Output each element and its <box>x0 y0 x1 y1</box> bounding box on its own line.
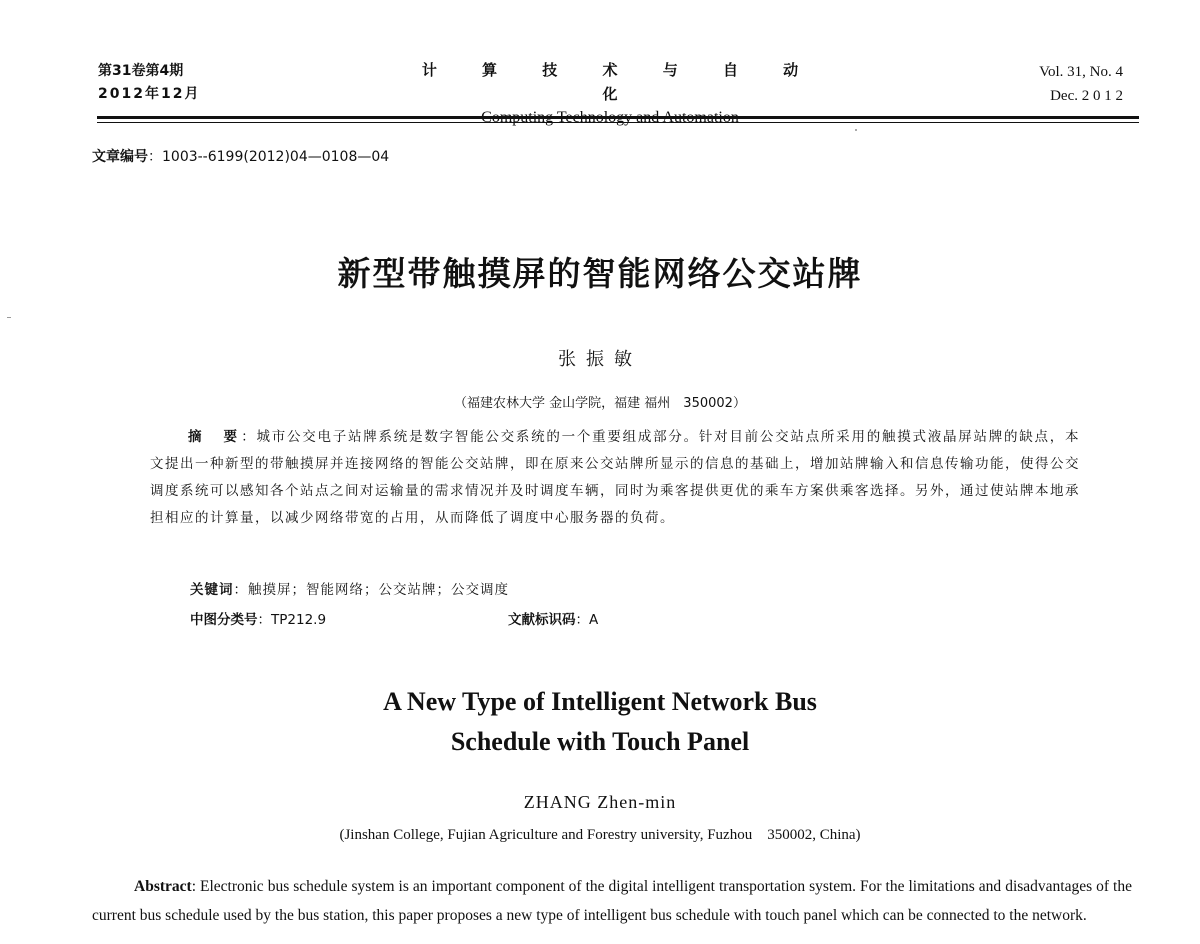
clc-value: ：TP212.9 <box>257 612 327 628</box>
affiliation-cn: （福建农林大学 金山学院，福建 福州 350002） <box>454 396 746 411</box>
scan-mark <box>7 317 11 318</box>
paper-title-en-line1: A New Type of Intelligent Network Bus <box>383 687 817 716</box>
date-en: Dec. 2 0 1 2 <box>1050 88 1123 104</box>
doc-code-label: 文献标识码 <box>508 612 576 628</box>
header-left <box>98 60 200 106</box>
abstract-cn-text: ：城市公交电子站牌系统是数字智能公交系统的一个重要组成部分。针对目前公交站点所采用的触摸式液晶屏站牌的缺点，本文提出一种新型的带触摸屏并连接网络的智能公交站牌，即在原来公交站牌所显示的信息的基础上，增加站牌输入和信息传输功能，使得公交调度系统可以感知各个站点之间对运输量的需求情况并及时调度车辆，同时为乘客提供更优的乘车方案供乘客选择。另外，通过使站牌本地承担相应的计算量，以减少网络带宽的占用，从而降低了调度中心服务器的负荷。 <box>150 429 1081 526</box>
abstract-cn <box>150 424 1080 532</box>
date-cn: 2012年12月 <box>98 86 201 102</box>
header-rule-thick <box>97 116 1139 119</box>
journal-title-cn: 计 算 技 术 与 自 动 化 <box>421 61 819 103</box>
volume-issue-en: Vol. 31, No. 4 <box>1039 64 1123 80</box>
header-rule-thin <box>97 122 1139 123</box>
scan-dot <box>855 129 857 131</box>
header-center <box>380 58 840 130</box>
doc-code-value: ：A <box>575 612 599 628</box>
article-number-label: 文章编号 <box>92 149 148 165</box>
paper-title-en <box>0 682 1200 762</box>
article-number <box>92 146 389 166</box>
volume-issue-cn: 第31卷第4期 <box>98 63 184 79</box>
article-number-value: ：1003--6199(2012)04—0108—04 <box>148 149 390 165</box>
abstract-en-text: : Electronic bus schedule system is an important component of the digital intelligent transportation system. For the limitations and disadvantages of the current bus schedule used by the bus station, this paper proposes a new type of intelligent bus schedule with touch panel which can be connected to the network. <box>92 878 1132 924</box>
clc-label: 中图分类号 <box>190 612 258 628</box>
keywords-cn <box>190 578 509 598</box>
author-en: ZHANG Zhen-min <box>523 792 677 812</box>
paper-title-cn: 新型带触摸屏的智能网络公交站牌 <box>337 254 863 293</box>
clc-number <box>190 608 326 628</box>
header-right <box>1039 60 1123 108</box>
document-code <box>508 608 598 628</box>
keywords-cn-text: ：触摸屏；智能网络；公交站牌；公交调度 <box>233 582 509 598</box>
author-cn: 张振敏 <box>558 349 642 370</box>
abstract-cn-label: 摘 要 <box>188 429 242 445</box>
abstract-en-label: Abstract <box>134 878 192 895</box>
abstract-en <box>92 872 1132 930</box>
affiliation-en: (Jinshan College, Fujian Agriculture and Forestry university, Fuzhou 350002, China) <box>339 827 861 843</box>
paper-title-en-line2: Schedule with Touch Panel <box>450 727 750 756</box>
keywords-cn-label: 关键词 <box>190 582 234 598</box>
